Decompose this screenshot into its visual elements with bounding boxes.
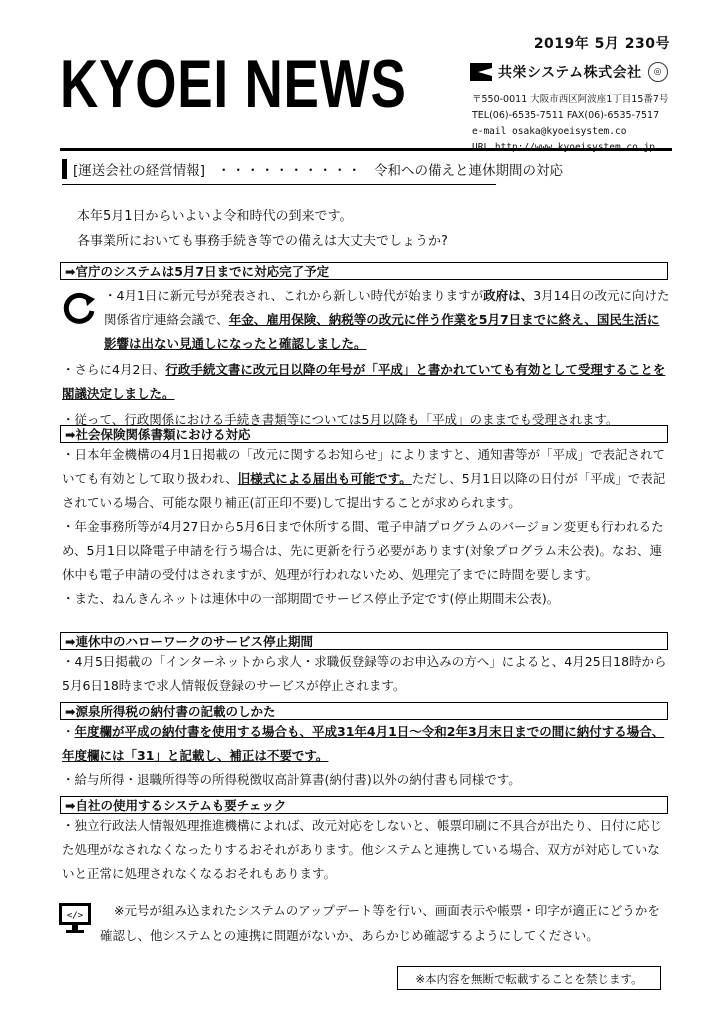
company-seal-icon: ◎ <box>648 62 668 82</box>
section-2-body <box>62 443 670 611</box>
section-5-body <box>62 814 670 886</box>
header-divider <box>60 148 672 151</box>
section-4-body <box>62 720 670 792</box>
company-name: 共栄システム株式会社 <box>498 65 642 81</box>
intro-line-1: 本年5月1日からいよいよ令和時代の到来です。 <box>77 209 353 224</box>
masthead-title: KYOEI NEWS <box>60 46 407 122</box>
email: e-mail osaka@kyoeisystem.co <box>472 126 627 137</box>
address: 〒550-0011 大阪市西区阿波座1丁目15番7号 <box>472 94 669 105</box>
system-update-note: ※元号が組み込まれたシステムのアップデート等を行い、画面表示や帳票・印字が適正にどうかを確認し、他システムとの連携に問題がないか、あらかじめ確認するようにしてください。 <box>100 903 660 943</box>
article-heading: 令和への備えと連休期間の対応 <box>374 163 564 179</box>
section-header-government: ➡官庁のシステムは5月7日までに対応完了予定 <box>60 262 668 280</box>
s1-paragraph-2: ・さらに4月2日、行政手続文書に改元日以降の年号が「平成」と書かれていても有効として受理することを閣議決定しました。 <box>62 362 666 401</box>
tel-fax: TEL(06)-6535-7511 FAX(06)-6535-7517 <box>472 110 660 121</box>
s5-paragraph-1: ・独立行政法人情報処理推進機構によれば、改元対応をしないと、帳票印刷に不具合が出たり、日付に応じた処理がなされなくなったりするおそれがあります。他システムと連携している場合、双方が対応していないと正常に処理されなくなるおそれもあります。 <box>62 818 663 881</box>
s4-paragraph-1: ・年度欄が平成の納付書を使用する場合も、平成31年4月1日～令和2年3月末日までの間に納付する場合、年度欄には「31」と記載し、補正は不要です。 <box>62 724 665 763</box>
s1-paragraph-1: ・4月1日に新元号が発表され、これから新しい時代が始まりますが政府は、3月14日の改元に向けた関係省庁連絡会議で、年金、雇用保険、納税等の改元に伴う作業を5月7日までに終え、国民生活に影響は出ない見通しになったと確認しました。 <box>104 288 670 351</box>
copyright-notice: ※本内容を無断で転載することを禁じます。 <box>397 966 661 990</box>
section-1-body <box>62 284 670 432</box>
issue-date: 2019年 5月 230号 <box>533 36 670 52</box>
contact-info <box>472 92 668 156</box>
s4-paragraph-2: ・給与所得・退職所得等の所得税徴収高計算書(納付書)以外の納付書も同様です。 <box>62 772 521 787</box>
section-header-system-check: ➡自社の使用するシステムも要チェック <box>60 796 668 814</box>
s2-paragraph-1: ・日本年金機構の4月1日掲載の「改元に関するお知らせ」によりますと、通知書等が「平成」で表記されていても有効として取り扱われ、旧様式による届出も可能です。ただし、5月1日以降の日付が「平成」で表記されている場合、可能な限り補正(訂正印不要)して提出することが求められます。 <box>62 447 666 510</box>
section-3-body <box>62 650 670 698</box>
s2-paragraph-2: ・年金事務所等が4月27日から5月6日まで休所する間、電子申請プログラムのバージョン変更も行われるため、5月1日以降電子申請を行う場合は、先に更新を行う必要があります(対象プログラム未公表)。なお、連休中も電子申請の受付はされますが、処理が行われないため、処理完了までに時間を要します。 <box>62 519 664 582</box>
company-block <box>470 62 668 82</box>
intro-line-2: 各事業所においても事務手続き等での備えは大丈夫でしょうか? <box>77 234 448 249</box>
article-title <box>62 159 563 179</box>
s1-paragraph-3: ・従って、行政関係における手続き書類等については5月以降も「平成」のままでも受理されます。 <box>62 412 619 427</box>
monitor-code-icon <box>58 901 92 935</box>
company-logo-icon <box>470 63 492 81</box>
section-header-withholding-tax: ➡源泉所得税の納付書の記載のしかた <box>60 702 668 720</box>
s3-paragraph-1: ・4月5日掲載の「インターネットから求人・求職仮登録等のお申込みの方へ」によると、4月25日18時から5月6日18時まで求人情報仮登録のサービスが停止されます。 <box>62 654 667 693</box>
section-header-hellowork: ➡連休中のハローワークのサービス停止期間 <box>60 632 668 650</box>
section-header-social-insurance: ➡社会保険関係書類における対応 <box>60 425 668 443</box>
intro-text <box>77 204 448 254</box>
url: URL http://www.kyoeisystem.co.jp <box>472 142 656 153</box>
title-bar <box>62 159 67 179</box>
svg-text:</>: </> <box>66 911 84 921</box>
article-category: [運送会社の経営情報] <box>73 163 206 179</box>
title-underline <box>62 184 496 185</box>
title-dots: ・・・・・・・・・・ <box>217 163 363 179</box>
s2-paragraph-3: ・また、ねんきんネットは連休中の一部期間でサービス停止予定です(停止期間未公表)。 <box>62 591 560 606</box>
